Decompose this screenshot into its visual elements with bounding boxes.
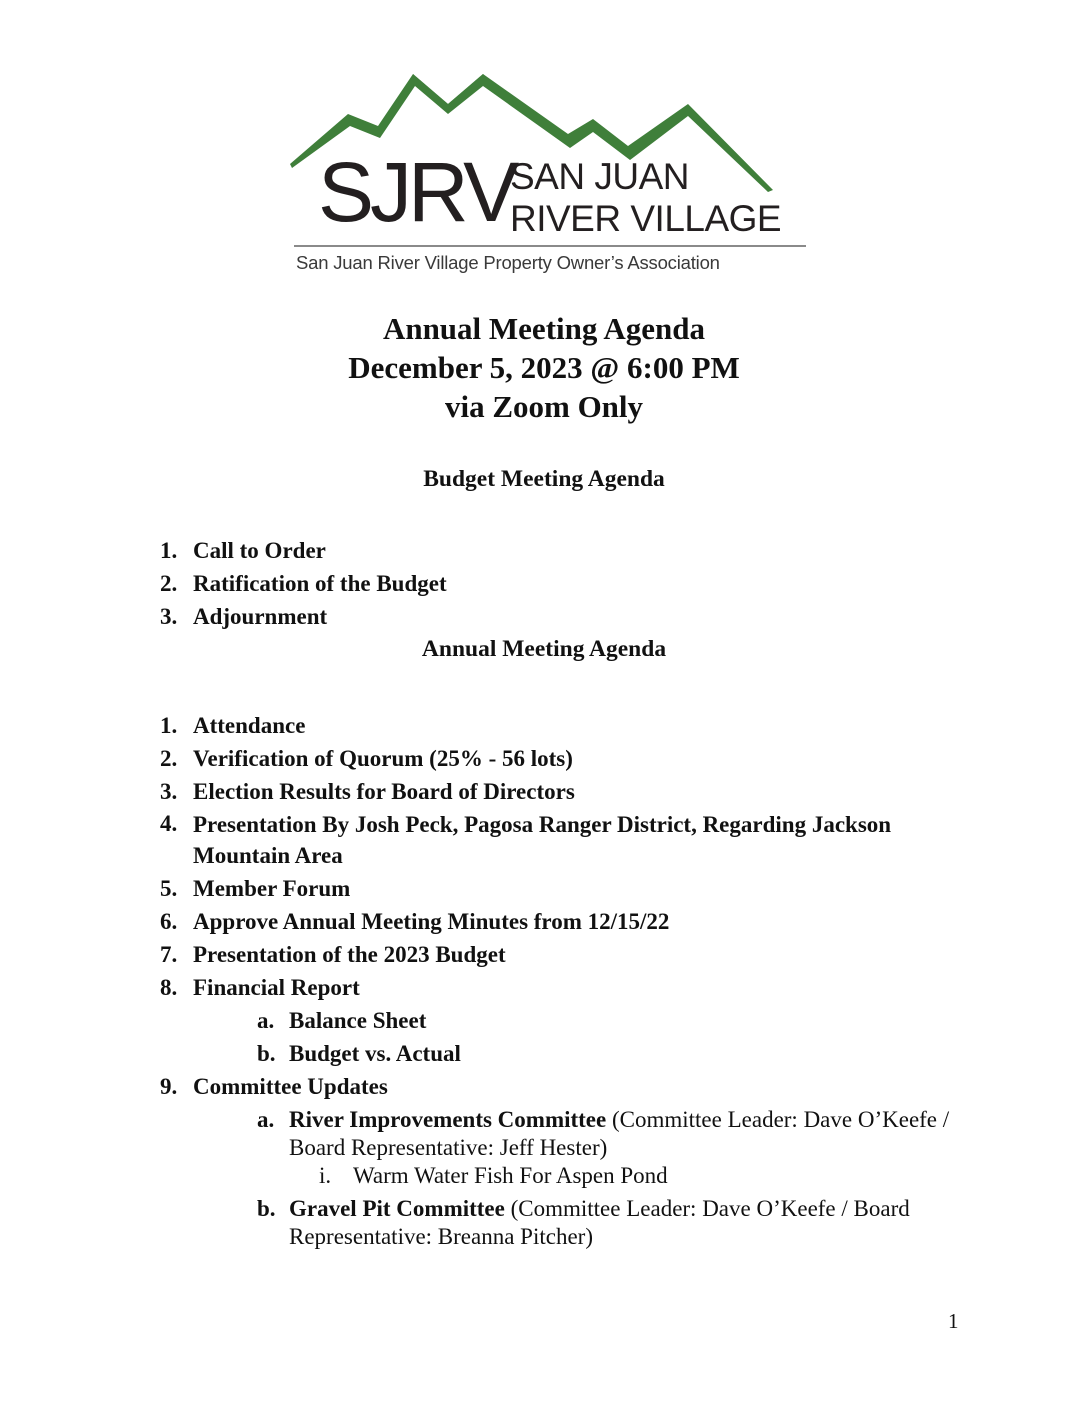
list-item (257, 1103, 980, 1192)
item-number: 9. (160, 1074, 178, 1099)
annual-heading: Annual Meeting Agenda (421, 636, 667, 662)
item-number: 2. (160, 571, 178, 596)
logo-mark: SJRV (318, 145, 516, 239)
list-item (160, 534, 980, 567)
page-title (0, 309, 1088, 426)
list-item (160, 775, 980, 808)
item-label: Call to Order (193, 538, 326, 563)
list-item (160, 938, 980, 971)
list-item (160, 872, 980, 905)
list-item (257, 1004, 980, 1037)
item-label: Presentation of the 2023 Budget (193, 942, 506, 967)
logo-name (510, 156, 781, 240)
item-label: Warm Water Fish For Aspen Pond (353, 1163, 668, 1188)
title-line-1: Annual Meeting Agenda (382, 311, 706, 346)
committee-details: (Committee Leader: Dave O’Keefe / Board Representative: Jeff Hester) (289, 1107, 950, 1160)
item-number: i. (319, 1163, 332, 1188)
list-item (160, 567, 980, 600)
association-logo (288, 64, 808, 284)
annual-agenda-list (160, 709, 980, 1253)
financial-report-sublist (193, 1004, 980, 1070)
item-label: Member Forum (193, 876, 351, 901)
logo-divider (294, 245, 806, 247)
item-label: Election Results for Board of Directors (193, 779, 575, 804)
item-label: Verification of Quorum (25% - 56 lots) (193, 746, 573, 771)
item-label: Budget vs. Actual (289, 1041, 461, 1066)
item-number: 5. (160, 876, 178, 901)
item-label: Financial Report (193, 975, 360, 1000)
item-label: Committee Updates (193, 1074, 388, 1099)
list-item (160, 971, 980, 1070)
budget-agenda-list (160, 534, 980, 633)
item-number: 8. (160, 975, 178, 1000)
item-number: 7. (160, 942, 178, 967)
committee-updates-sublist (193, 1103, 980, 1253)
item-number: 1. (160, 538, 178, 563)
list-item (160, 905, 980, 938)
committee-details: (Committee Leader: Dave O’Keefe / Board Representative: Breanna Pitcher) (289, 1196, 910, 1249)
logo-name-line2: RIVER VILLAGE (510, 198, 782, 239)
item-label: Adjournment (193, 604, 328, 629)
item-label: Approve Annual Meeting Minutes from 12/15/22 (193, 909, 670, 934)
title-line-3: via Zoom Only (444, 389, 644, 424)
item-number: a. (257, 1107, 275, 1132)
list-item (160, 600, 980, 633)
item-number: 2. (160, 746, 178, 771)
item-number: 4. (160, 811, 178, 836)
list-item (257, 1037, 980, 1070)
item-number: a. (257, 1008, 275, 1033)
river-committee-sublist (289, 1162, 980, 1190)
list-item (160, 709, 980, 742)
item-label: Ratification of the Budget (193, 571, 447, 596)
logo-tagline: San Juan River Village Property Owner’s Association (296, 252, 720, 273)
list-item (160, 1070, 980, 1253)
list-item (257, 1192, 980, 1253)
committee-name: Gravel Pit Committee (289, 1196, 505, 1221)
budget-heading: Budget Meeting Agenda (423, 466, 665, 492)
item-label: Presentation By Josh Peck, Pagosa Ranger District, Regarding Jackson Mountain Area (193, 812, 892, 868)
list-item (160, 808, 980, 872)
item-number: b. (257, 1041, 276, 1066)
list-item (160, 742, 980, 775)
item-number: 6. (160, 909, 178, 934)
item-number: b. (257, 1196, 276, 1221)
committee-name: River Improvements Committee (289, 1107, 607, 1132)
page-number: 1 (948, 1309, 959, 1333)
item-label: Attendance (193, 713, 306, 738)
title-line-2: December 5, 2023 @ 6:00 PM (348, 350, 740, 385)
item-number: 3. (160, 779, 178, 804)
list-item (319, 1162, 980, 1190)
item-number: 3. (160, 604, 178, 629)
item-number: 1. (160, 713, 178, 738)
item-label: Balance Sheet (289, 1008, 427, 1033)
logo-name-line1: SAN JUAN (510, 156, 689, 197)
